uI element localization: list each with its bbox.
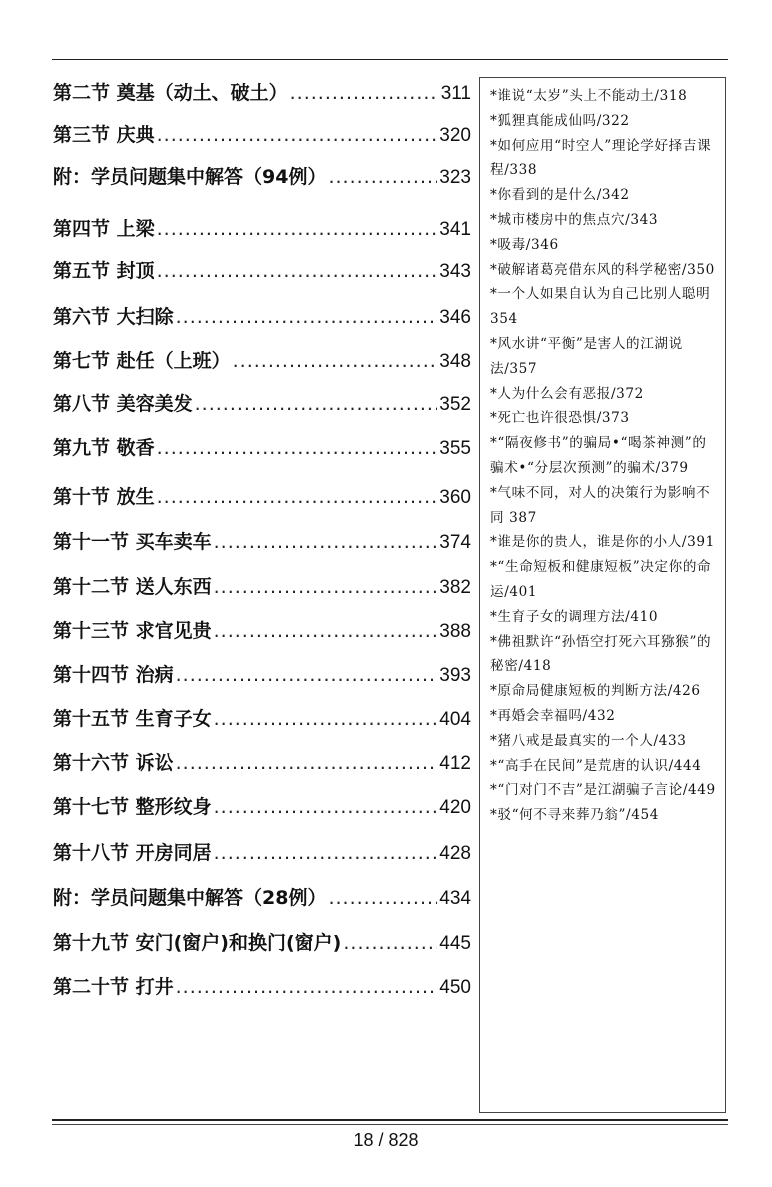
toc-entry-title: 附：学员问题集中解答（28例） xyxy=(53,887,327,909)
sidebar-entry[interactable]: *“生命短板和健康短板”决定你的命运/401 xyxy=(490,559,712,600)
toc-entry[interactable] xyxy=(53,527,471,557)
sidebar-entry[interactable]: *气味不同，对人的决策行为影响不同 387 xyxy=(490,484,711,526)
toc-entry-page: 320 xyxy=(439,125,471,146)
toc-entry[interactable] xyxy=(53,162,471,192)
sidebar-entry[interactable]: *死亡也许很恐惧/373 xyxy=(490,410,630,427)
sidebar-entry[interactable]: *驳“何不寻来葬乃翁”/454 xyxy=(490,807,659,824)
toc-leader-dots xyxy=(157,214,438,244)
toc-entry-title: 第二节 奠基（动土、破土） xyxy=(53,82,288,104)
toc-entry-title: 第十二节 送人东西 xyxy=(53,576,212,598)
toc-leader-dots xyxy=(328,883,437,913)
sidebar-entry[interactable]: *再婚会幸福吗/432 xyxy=(490,707,616,724)
toc-entry[interactable] xyxy=(53,838,471,868)
toc-leader-dots xyxy=(195,389,438,419)
toc-entry-title: 第十三节 求官见贵 xyxy=(53,620,212,642)
toc-entry[interactable] xyxy=(53,482,471,512)
toc-leader-dots xyxy=(214,704,438,734)
toc-leader-dots xyxy=(157,256,438,286)
toc-entry-page: 355 xyxy=(439,438,471,459)
toc-entry-page: 404 xyxy=(439,709,471,730)
toc-entry-title: 第七节 赴任（上班） xyxy=(53,350,231,372)
toc-entry-title: 第十五节 生育子女 xyxy=(53,708,212,730)
sidebar-entry[interactable]: *吸毒/346 xyxy=(490,236,559,253)
toc-entry-page: 348 xyxy=(439,351,471,372)
toc-entry-title: 第十九节 安门(窗户)和换门(窗户) xyxy=(53,932,342,954)
sidebar-entry[interactable]: *风水讲“平衡”是害人的江湖说法/357 xyxy=(490,335,683,377)
toc-entry-title: 第六节 大扫除 xyxy=(53,306,174,328)
toc-entry[interactable] xyxy=(53,120,471,150)
sidebar-entry[interactable]: *“隔夜修书”的骗局•“喝茶神测”的骗术•“分层次预测”的骗术/379 xyxy=(490,435,707,476)
toc-entry[interactable] xyxy=(53,883,471,913)
toc-entry-page: 343 xyxy=(439,261,471,282)
toc-entry[interactable] xyxy=(53,748,471,778)
page-indicator: 18 / 828 xyxy=(353,1130,419,1150)
toc-entry-page: 382 xyxy=(439,577,471,598)
toc-leader-dots xyxy=(214,838,438,868)
sidebar-entry[interactable]: *狐狸真能成仙吗/322 xyxy=(490,112,630,129)
toc-leader-dots xyxy=(214,792,438,822)
sidebar-entry[interactable]: *人为什么会有恶报/372 xyxy=(490,385,644,402)
toc-entry[interactable] xyxy=(53,346,471,376)
sidebar-entry[interactable]: *你看到的是什么/342 xyxy=(490,187,630,204)
toc-entry[interactable] xyxy=(53,214,471,244)
toc-entry-title: 第三节 庆典 xyxy=(53,124,155,146)
sidebar-entry[interactable]: *猪八戒是最真实的一个人/433 xyxy=(490,732,687,749)
toc-leader-dots xyxy=(157,433,438,463)
toc-entry-title: 第九节 敬香 xyxy=(53,437,155,459)
toc-leader-dots xyxy=(233,346,438,376)
toc-entry-page: 420 xyxy=(439,797,471,818)
toc-leader-dots xyxy=(157,120,438,150)
toc-entry-page: 450 xyxy=(439,977,471,998)
toc-entry-page: 374 xyxy=(439,532,471,553)
toc-entry-page: 360 xyxy=(439,487,471,508)
toc-entry-title: 第十八节 开房同居 xyxy=(53,842,212,864)
toc-leader-dots xyxy=(214,616,438,646)
sidebar-entry[interactable]: *生育子女的调理方法/410 xyxy=(490,608,659,625)
toc-entry[interactable] xyxy=(53,256,471,286)
sidebar-entry[interactable]: *谁说“太岁”头上不能动土/318 xyxy=(490,88,688,104)
toc-entry-page: 311 xyxy=(440,83,471,104)
toc-entry-title: 第八节 美容美发 xyxy=(53,393,193,415)
toc-entry[interactable] xyxy=(53,704,471,734)
toc-entry-page: 323 xyxy=(439,167,471,188)
toc-entry-page: 352 xyxy=(439,394,471,415)
bottom-rule-thin xyxy=(52,1124,728,1125)
sidebar-entry[interactable]: *破解诸葛亮借东风的科学秘密/350 xyxy=(490,261,715,278)
toc-entry-title: 第十四节 治病 xyxy=(53,664,174,686)
toc-entry-title: 第五节 封顶 xyxy=(53,260,155,282)
sidebar-entry[interactable]: *如何应用“时空人”理论学好择吉课程/338 xyxy=(490,137,712,179)
toc-entry-title: 附：学员问题集中解答（94例） xyxy=(53,166,327,188)
toc-entry[interactable] xyxy=(53,616,471,646)
toc-entry-title: 第十七节 整形纹身 xyxy=(53,796,212,818)
toc-leader-dots xyxy=(290,78,439,108)
toc-entry-page: 388 xyxy=(439,621,471,642)
toc-entry-page: 434 xyxy=(439,888,471,909)
toc-entry-page: 346 xyxy=(439,307,471,328)
toc-entry-page: 412 xyxy=(439,753,471,774)
toc-leader-dots xyxy=(328,162,437,192)
toc-entry[interactable] xyxy=(53,78,471,108)
toc-entry-title: 第十一节 买车卖车 xyxy=(53,531,212,553)
sidebar-entry[interactable]: *一个人如果自认为自己比别人聪明 354 xyxy=(490,286,711,328)
toc-entry-title: 第十节 放生 xyxy=(53,486,155,508)
sidebar-entry[interactable]: *“高手在民间”是荒唐的认识/444 xyxy=(490,757,702,774)
toc-entry-page: 393 xyxy=(439,665,471,686)
toc-leader-dots xyxy=(343,928,437,958)
sidebar-entry[interactable]: *“门对门不吉”是江湖骗子言论/449 xyxy=(490,782,716,799)
toc-entry[interactable] xyxy=(53,792,471,822)
toc-entry-title: 第十六节 诉讼 xyxy=(53,752,174,774)
sidebar-box xyxy=(479,77,726,1113)
toc-entry-title: 第二十节 打井 xyxy=(53,976,174,998)
toc-entry[interactable] xyxy=(53,302,471,332)
toc-leader-dots xyxy=(176,748,438,778)
toc-entry-page: 428 xyxy=(439,843,471,864)
bottom-rule xyxy=(52,1119,728,1121)
sidebar-entry[interactable]: *城市楼房中的焦点穴/343 xyxy=(490,211,659,228)
toc-entry[interactable] xyxy=(53,572,471,602)
sidebar-entry[interactable]: *佛祖默许“孙悟空打死六耳猕猴”的秘密/418 xyxy=(490,633,712,675)
toc-entry-page: 341 xyxy=(439,219,471,240)
toc-leader-dots xyxy=(176,972,438,1002)
toc-entry[interactable] xyxy=(53,972,471,1002)
sidebar-entry[interactable]: *谁是你的贵人，谁是你的小人/391 xyxy=(490,534,715,551)
toc-leader-dots xyxy=(214,527,438,557)
toc-leader-dots xyxy=(214,572,438,602)
toc-entry[interactable] xyxy=(53,928,471,958)
sidebar-entry[interactable]: *原命局健康短板的判断方法/426 xyxy=(490,683,701,700)
toc-entry[interactable] xyxy=(53,389,471,419)
toc-entry-page: 445 xyxy=(439,933,471,954)
top-rule xyxy=(52,59,728,60)
toc-entry-title: 第四节 上梁 xyxy=(53,218,155,240)
toc-entry[interactable] xyxy=(53,433,471,463)
toc-entry[interactable] xyxy=(53,660,471,690)
toc-leader-dots xyxy=(176,302,438,332)
toc-leader-dots xyxy=(157,482,438,512)
toc-leader-dots xyxy=(176,660,438,690)
